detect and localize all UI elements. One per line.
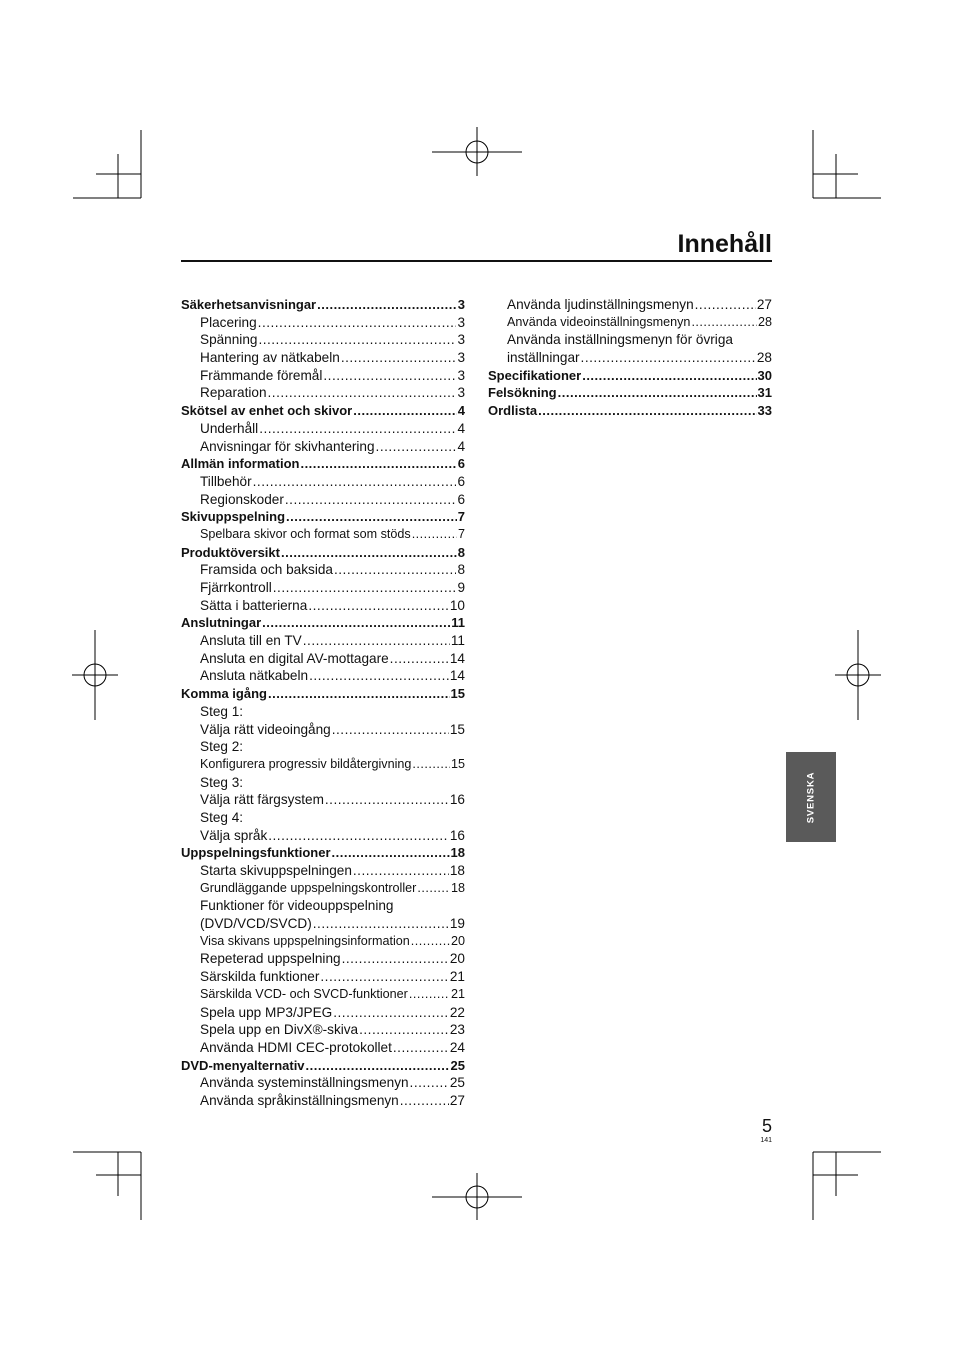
- sheet-number: 141: [760, 1137, 772, 1144]
- toc-dot-leader: [309, 667, 449, 685]
- toc-dot-leader: [412, 526, 457, 544]
- toc-entry-page: 7: [457, 526, 465, 541]
- toc-subentry: [181, 1004, 465, 1022]
- toc-entry-page: 18: [450, 880, 465, 895]
- toc-entry-page: 4: [457, 420, 465, 436]
- toc-entry-title: Använda systeminställningsmenyn: [200, 1075, 409, 1091]
- toc-entry-page: 31: [757, 385, 772, 401]
- toc-entry-title: Spänning: [200, 332, 258, 348]
- toc-dot-leader: [334, 561, 456, 579]
- toc-subentry: [181, 473, 465, 491]
- toc-entry-title: Regionskoder: [200, 491, 284, 507]
- toc-dot-leader: [300, 455, 456, 473]
- toc-entry-page: 14: [449, 650, 465, 666]
- toc-entry-title: Starta skivuppspelningen: [200, 863, 352, 878]
- toc-subentry: [181, 632, 465, 650]
- toc-entry-page: 25: [449, 1075, 465, 1091]
- toc-subentry: [181, 1092, 465, 1110]
- title-rule: [181, 260, 772, 262]
- toc-dot-leader: [538, 402, 756, 420]
- toc-dot-leader: [333, 1004, 449, 1022]
- toc-entry-page: 3: [457, 350, 465, 366]
- toc-dot-leader: [332, 844, 450, 862]
- toc-subentry: [181, 738, 465, 756]
- toc-dot-leader: [359, 1021, 449, 1039]
- toc-subentry: [181, 1074, 465, 1092]
- toc-entry-title: Underhåll: [200, 420, 259, 436]
- toc-subentry: [181, 721, 465, 739]
- toc-entry-page: 27: [449, 1092, 465, 1108]
- toc-entry-page: 15: [450, 686, 465, 702]
- toc-entry-page: 11: [450, 633, 465, 649]
- toc-entry-title: DVD-menyalternativ: [181, 1057, 305, 1073]
- toc-entry-page: 3: [457, 367, 465, 383]
- toc-entry-title: Välja rätt färgsystem: [200, 792, 324, 808]
- toc-entry-title: Skötsel av enhet och skivor: [181, 403, 353, 419]
- toc-entry-page: 21: [450, 986, 465, 1001]
- toc-entry-title: Skivuppspelning: [181, 509, 286, 525]
- toc-dot-leader: [695, 296, 756, 314]
- toc-entry-title: Säkerhetsanvisningar: [181, 297, 317, 312]
- toc-section-entry: [488, 402, 772, 420]
- toc-entry-page: 25: [450, 1057, 465, 1073]
- toc-entry-title: Komma igång: [181, 686, 267, 702]
- toc-entry-title: Uppspelningsfunktioner: [181, 845, 331, 861]
- toc-subentry: [181, 579, 465, 597]
- toc-subentry: [181, 791, 465, 809]
- toc-entry-title: Anvisningar för skivhantering: [200, 438, 375, 454]
- toc-entry-title: Reparation: [200, 385, 267, 401]
- toc-subentry: [488, 331, 772, 349]
- toc-dot-leader: [268, 685, 450, 703]
- toc-entry-title: Välja rätt videoingång: [200, 721, 331, 737]
- toc-dot-leader: [258, 331, 456, 349]
- toc-dot-leader: [286, 508, 457, 526]
- toc-dot-leader: [581, 349, 756, 367]
- toc-dot-leader: [411, 933, 450, 951]
- toc-entry-page: 14: [449, 668, 465, 684]
- toc-section-entry: [181, 1057, 465, 1075]
- toc-entry-page: 19: [449, 916, 465, 932]
- toc-subentry: [181, 915, 465, 933]
- toc-entry-page: 16: [449, 792, 465, 808]
- toc-left-column: [181, 296, 465, 1110]
- toc-entry-title: Välja språk: [200, 827, 268, 843]
- toc-subentry: [181, 420, 465, 438]
- toc-subentry: [181, 438, 465, 456]
- toc-dot-leader: [409, 986, 450, 1004]
- toc-subentry: [181, 597, 465, 615]
- toc-entry-page: 3: [457, 332, 465, 348]
- toc-dot-leader: [281, 544, 457, 562]
- toc-entry-title: Spelbara skivor och format som stöds: [200, 526, 411, 541]
- toc-entry-title: Särskilda funktioner: [200, 969, 320, 985]
- toc-dot-leader: [353, 402, 457, 420]
- toc-entry-title: Ansluta nätkabeln: [200, 668, 309, 684]
- toc-entry-title: Steg 2:: [200, 739, 244, 755]
- toc-entry-page: 7: [457, 509, 465, 525]
- toc-entry-page: 15: [450, 756, 465, 771]
- toc-dot-leader: [325, 791, 449, 809]
- toc-entry-page: 18: [450, 845, 465, 861]
- toc-entry-title: Steg 3:: [200, 774, 244, 790]
- toc-entry-title: inställningar: [507, 350, 580, 366]
- toc-subentry: [181, 367, 465, 385]
- toc-entry-title: Sätta i batterierna: [200, 597, 308, 613]
- toc-section-entry: [181, 455, 465, 473]
- toc-entry-title: Steg 1:: [200, 703, 244, 719]
- page-title: Innehåll: [677, 230, 772, 258]
- toc-subentry: [181, 950, 465, 968]
- toc-entry-title: Använda ljudinställningsmenyn: [507, 297, 694, 312]
- toc-dot-leader: [262, 614, 450, 632]
- toc-dot-leader: [285, 491, 457, 509]
- toc-entry-page: 24: [449, 1039, 465, 1055]
- toc-entry-title: Visa skivans uppspelningsinformation: [200, 933, 410, 948]
- toc-entry-page: 28: [757, 314, 772, 329]
- toc-dot-leader: [417, 880, 450, 898]
- toc-subentry: [488, 296, 772, 314]
- toc-subentry: [181, 756, 465, 774]
- toc-entry-page: 27: [756, 297, 772, 312]
- toc-dot-leader: [410, 1074, 449, 1092]
- toc-entry-title: Steg 4:: [200, 809, 244, 825]
- toc-subentry: [181, 349, 465, 367]
- toc-entry-title: Hantering av nätkabeln: [200, 350, 340, 366]
- toc-section-entry: [181, 685, 465, 703]
- language-side-tab-label: SVENSKA: [805, 771, 817, 823]
- toc-subentry: [181, 862, 465, 880]
- toc-entry-page: 10: [449, 597, 465, 613]
- toc-entry-title: Specifikationer: [488, 367, 582, 383]
- page-number: 5: [761, 1116, 772, 1136]
- toc-section-entry: [488, 384, 772, 402]
- toc-entry-title: Använda språkinställningsmenyn: [200, 1092, 399, 1108]
- toc-entry-title: Använda videoinställningsmenyn: [507, 314, 691, 329]
- toc-entry-page: 21: [449, 969, 465, 985]
- toc-entry-title: Repeterad uppspelning: [200, 951, 341, 967]
- toc-subentry: [181, 968, 465, 986]
- toc-entry-page: 20: [450, 933, 465, 948]
- toc-dot-leader: [320, 968, 448, 986]
- toc-subentry: [181, 809, 465, 827]
- toc-dot-leader: [253, 473, 457, 491]
- toc-dot-leader: [691, 314, 757, 332]
- toc-entry-page: 8: [457, 562, 465, 578]
- toc-entry-title: (DVD/VCD/SVCD): [200, 916, 312, 932]
- toc-entry-page: 23: [449, 1022, 465, 1038]
- toc-entry-title: Använda inställningsmenyn för övriga: [507, 332, 733, 348]
- toc-entry-page: 6: [457, 491, 465, 507]
- toc-entry-page: 4: [457, 403, 465, 419]
- toc-dot-leader: [376, 438, 457, 456]
- toc-subentry: [488, 349, 772, 367]
- toc-entry-title: Ansluta en digital AV-mottagare: [200, 650, 389, 666]
- toc-subentry: [488, 314, 772, 332]
- toc-dot-leader: [558, 384, 757, 402]
- toc-entry-page: 6: [457, 456, 465, 472]
- toc-entry-page: 11: [451, 615, 465, 631]
- toc-entry-page: 28: [756, 350, 772, 366]
- toc-dot-leader: [332, 721, 449, 739]
- toc-entry-page: 18: [449, 863, 465, 878]
- toc-entry-page: 6: [457, 473, 465, 489]
- toc-entry-title: Framsida och baksida: [200, 562, 333, 578]
- toc-subentry: [181, 384, 465, 402]
- toc-dot-leader: [308, 597, 449, 615]
- toc-subentry: [181, 897, 465, 915]
- toc-subentry: [181, 650, 465, 668]
- toc-dot-leader: [303, 632, 450, 650]
- toc-dot-leader: [268, 384, 457, 402]
- toc-dot-leader: [400, 1092, 449, 1110]
- toc-entry-page: 3: [457, 385, 465, 401]
- toc-subentry: [181, 703, 465, 721]
- toc-section-entry: [181, 844, 465, 862]
- toc-dot-leader: [306, 1057, 450, 1075]
- toc-entry-title: Använda HDMI CEC-protokollet: [200, 1039, 392, 1055]
- toc-dot-leader: [273, 579, 457, 597]
- toc-subentry: [181, 933, 465, 951]
- toc-dot-leader: [412, 756, 450, 774]
- language-side-tab: [786, 752, 836, 842]
- toc-entry-title: Allmän information: [181, 456, 300, 472]
- toc-entry-page: 30: [757, 367, 772, 383]
- toc-section-entry: [181, 544, 465, 562]
- toc-subentry: [181, 491, 465, 509]
- toc-entry-title: Spela upp MP3/JPEG: [200, 1004, 333, 1020]
- toc-entry-page: 20: [449, 951, 465, 967]
- toc-entry-title: Ansluta till en TV: [200, 633, 302, 649]
- toc-entry-title: Placering: [200, 314, 257, 330]
- toc-subentry: [181, 1039, 465, 1057]
- toc-dot-leader: [313, 915, 449, 933]
- toc-entry-page: 3: [457, 314, 465, 330]
- toc-entry-page: 4: [457, 438, 465, 454]
- toc-section-entry: [488, 367, 772, 385]
- toc-subentry: [181, 880, 465, 898]
- toc-dot-leader: [342, 950, 449, 968]
- toc-subentry: [181, 774, 465, 792]
- toc-subentry: [181, 1021, 465, 1039]
- toc-entry-title: Produktöversikt: [181, 544, 280, 560]
- toc-entry-title: Grundläggande uppspelningskontroller: [200, 880, 417, 895]
- toc-entry-title: Funktioner för videouppspelning: [200, 898, 394, 914]
- toc-subentry: [181, 331, 465, 349]
- toc-entry-page: 33: [757, 403, 772, 419]
- toc-section-entry: [181, 508, 465, 526]
- toc-entry-title: Konfigurera progressiv bildåtergivning: [200, 756, 412, 771]
- toc-dot-leader: [317, 296, 457, 314]
- toc-dot-leader: [393, 1039, 449, 1057]
- toc-dot-leader: [323, 367, 456, 385]
- toc-dot-leader: [259, 420, 456, 438]
- toc-subentry: [181, 561, 465, 579]
- toc-dot-leader: [341, 349, 457, 367]
- toc-dot-leader: [390, 650, 449, 668]
- toc-subentry: [181, 986, 465, 1004]
- toc-entry-title: Spela upp en DivX®-skiva: [200, 1022, 359, 1038]
- toc-dot-leader: [353, 862, 449, 880]
- toc-section-entry: [181, 402, 465, 420]
- toc-entry-page: 8: [457, 544, 465, 560]
- toc-entry-title: Felsökning: [488, 385, 557, 401]
- toc-dot-leader: [258, 314, 457, 332]
- toc-subentry: [181, 667, 465, 685]
- toc-entry-page: 15: [449, 721, 465, 737]
- toc-right-column: [488, 296, 772, 420]
- toc-entry-title: Främmande föremål: [200, 367, 323, 383]
- toc-entry-title: Tillbehör: [200, 473, 252, 489]
- toc-dot-leader: [268, 827, 449, 845]
- toc-entry-title: Ordlista: [488, 403, 538, 419]
- toc-subentry: [181, 526, 465, 544]
- toc-entry-page: 22: [449, 1004, 465, 1020]
- toc-subentry: [181, 314, 465, 332]
- toc-section-entry: [181, 296, 465, 314]
- toc-entry-page: 9: [457, 580, 465, 595]
- toc-section-entry: [181, 614, 465, 632]
- toc-entry-page: 3: [457, 297, 465, 312]
- toc-entry-title: Särskilda VCD- och SVCD-funktioner: [200, 986, 408, 1001]
- toc-entry-title: Fjärrkontroll: [200, 580, 272, 595]
- toc-entry-page: 16: [449, 827, 465, 843]
- toc-entry-title: Anslutningar: [181, 615, 262, 631]
- toc-dot-leader: [582, 367, 756, 385]
- toc-subentry: [181, 827, 465, 845]
